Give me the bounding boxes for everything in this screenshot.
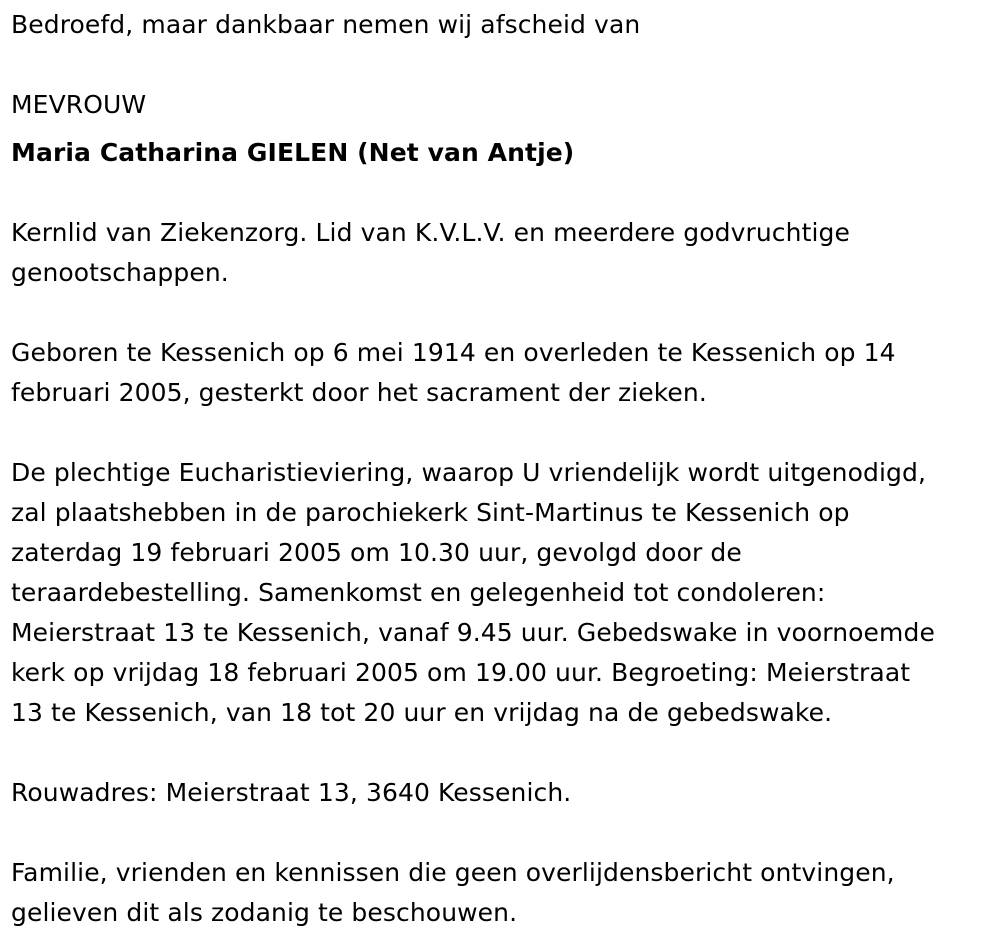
ceremony-line: kerk op vrijdag 18 februari 2005 om 19.00 uur. Begroeting: Meierstraat	[11, 658, 911, 687]
birth-death-line: februari 2005, gesterkt door het sacrament der zieken.	[11, 378, 707, 407]
closing-line: gelieven dit als zodanig te beschouwen.	[11, 898, 518, 927]
membership-line: Kernlid van Ziekenzorg. Lid van K.V.L.V. en meerdere godvruchtige	[11, 218, 850, 247]
intro-text: Bedroefd, maar dankbaar nemen wij afscheid van	[11, 10, 641, 39]
ceremony-line: De plechtige Eucharistieviering, waarop U vriendelijk wordt uitgenodigd,	[11, 458, 926, 487]
birth-death-line: Geboren te Kessenich op 6 mei 1914 en overleden te Kessenich op 14	[11, 338, 896, 367]
ceremony-line: zaterdag 19 februari 2005 om 10.30 uur, gevolgd door de	[11, 538, 742, 567]
ceremony-line: zal plaatshebben in de parochiekerk Sint-Martinus te Kessenich op	[11, 498, 850, 527]
ceremony-line: 13 te Kessenich, van 18 tot 20 uur en vrijdag na de gebedswake.	[11, 698, 833, 727]
mourning-address: Rouwadres: Meierstraat 13, 3640 Kessenich.	[11, 778, 572, 807]
membership-line: genootschappen.	[11, 258, 229, 287]
deceased-name: Maria Catharina GIELEN (Net van Antje)	[11, 138, 575, 167]
honorific: MEVROUW	[11, 90, 147, 119]
closing-line: Familie, vrienden en kennissen die geen overlijdensbericht ontvingen,	[11, 858, 895, 887]
ceremony-line: teraardebestelling. Samenkomst en gelegenheid tot condoleren:	[11, 578, 826, 607]
ceremony-line: Meierstraat 13 te Kessenich, vanaf 9.45 uur. Gebedswake in voornoemde	[11, 618, 935, 647]
